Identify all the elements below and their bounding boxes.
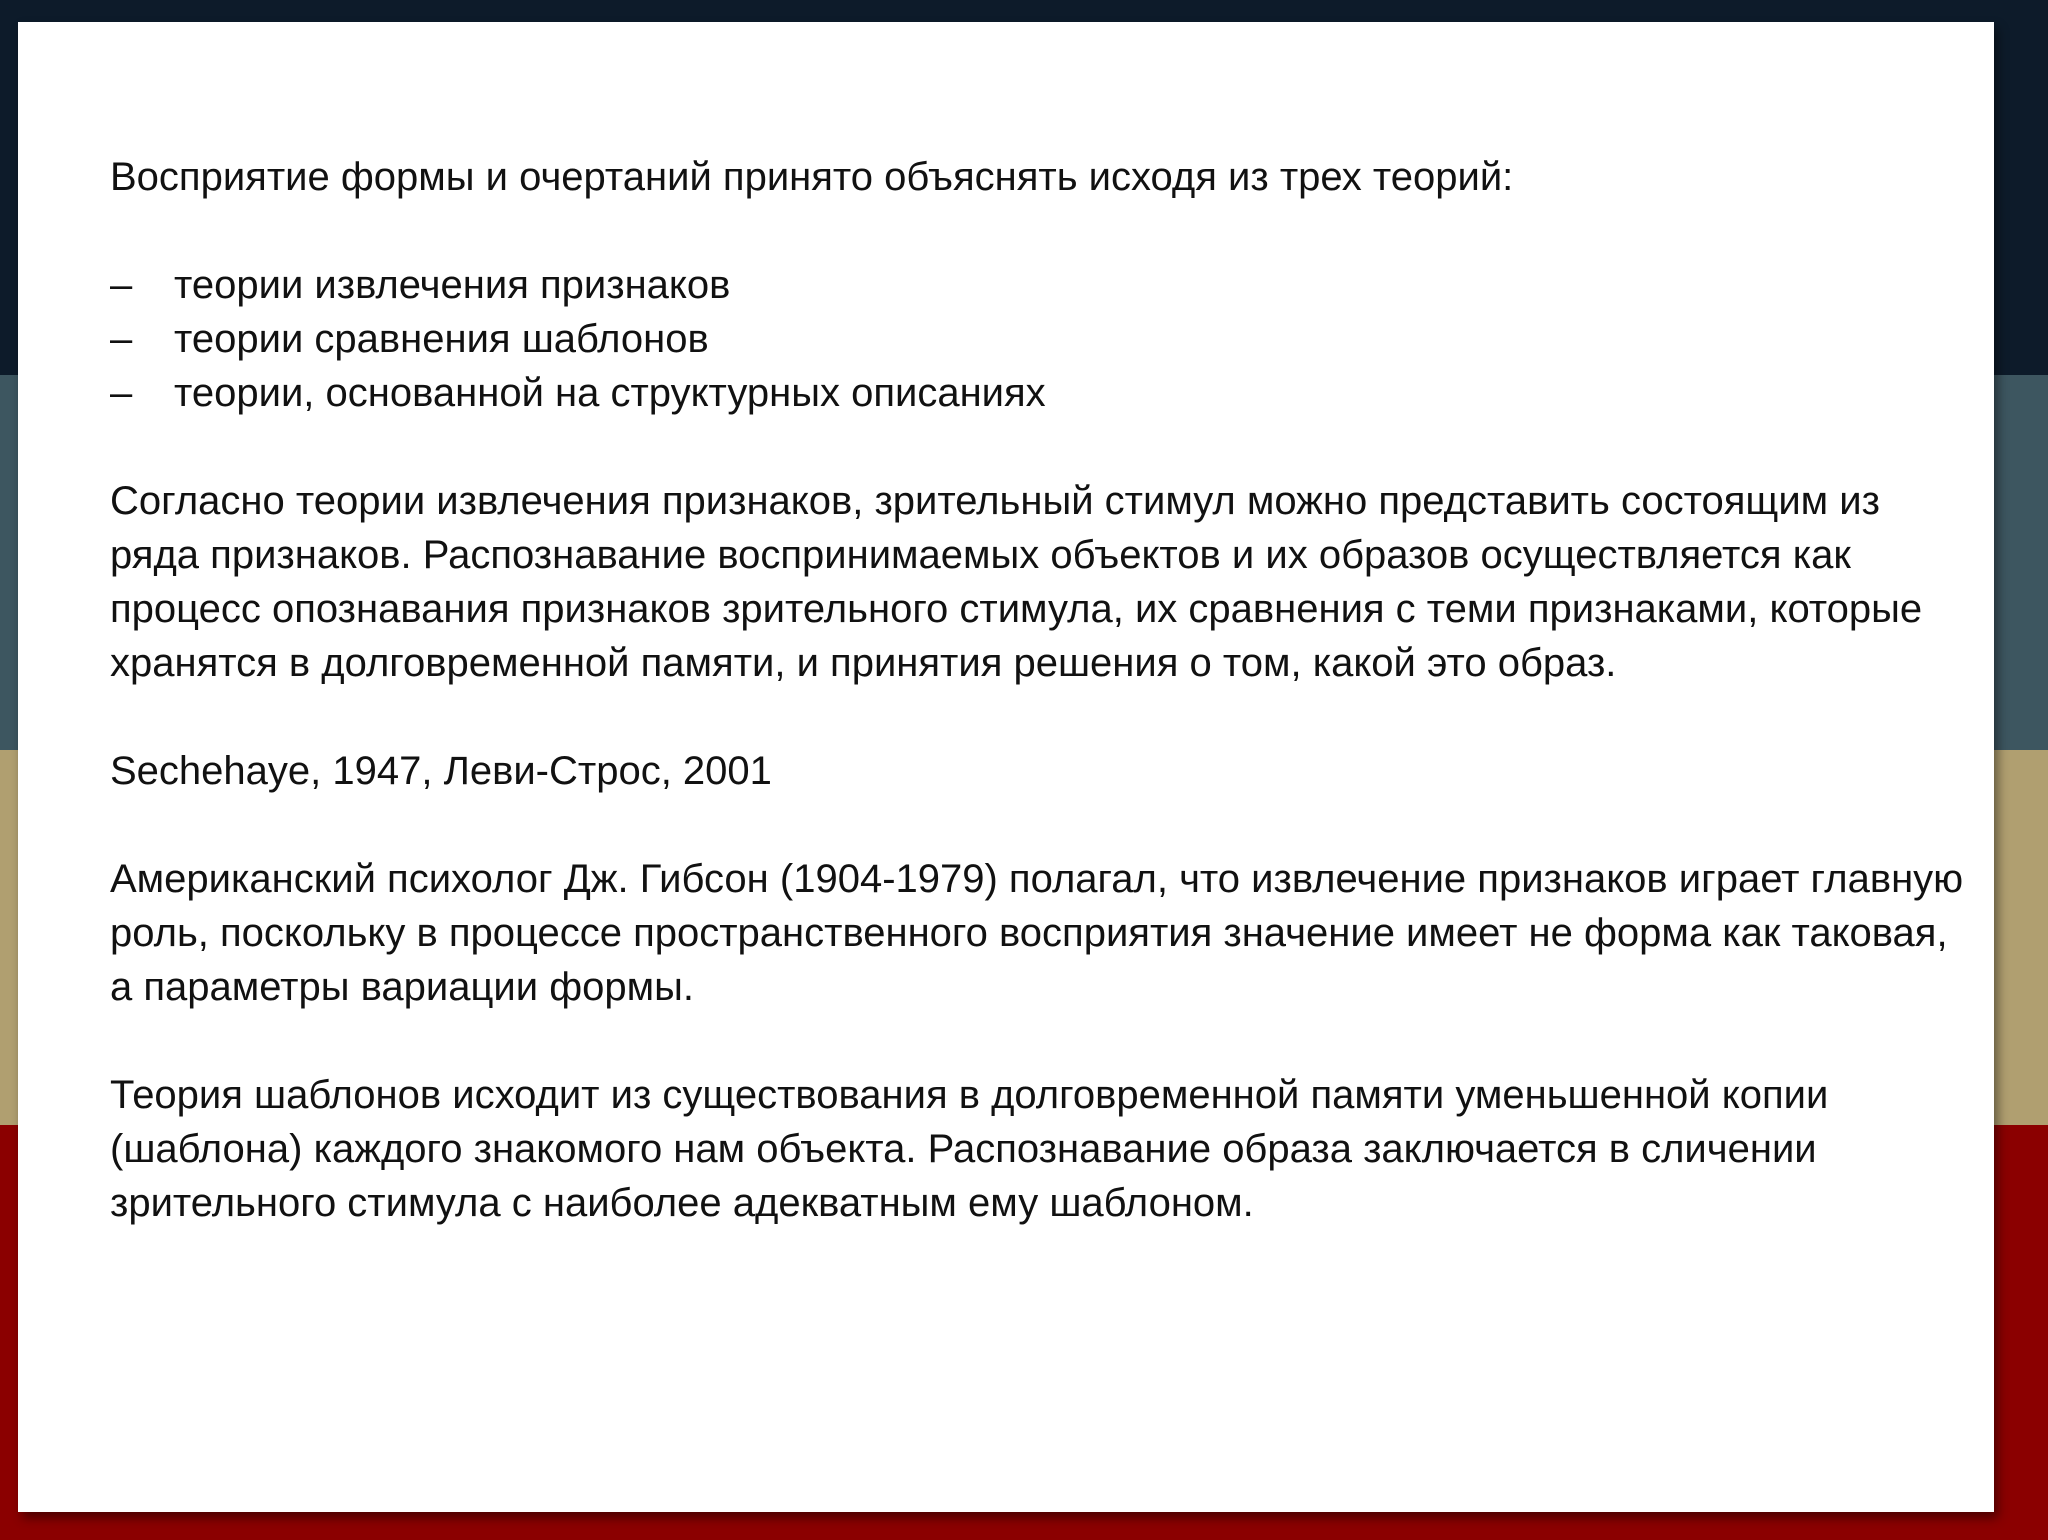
citation-text: Sechehaye, 1947, Леви-Строс, 2001 (110, 749, 772, 793)
dash-bullet-icon: – (110, 317, 133, 361)
theories-list (110, 258, 1970, 420)
list-item (110, 366, 1970, 420)
slide-panel (18, 22, 1994, 1512)
paragraph-gibson: Американский психолог Дж. Гибсон (1904-1979) полагал, что извлечение признаков играет главную роль, поскольку в процессе пространственного восприятия значение имеет не форма как таковая, а параметры вариации формы. (110, 857, 1964, 1009)
intro-text: Восприятие формы и очертаний принято объяснять исходя из трех теорий: (110, 155, 1514, 199)
slide-content (110, 150, 1970, 1230)
paragraph-feature-extraction: Согласно теории извлечения признаков, зрительный стимул можно представить состоящим из ряда признаков. Распознавание воспринимаемых объектов и их образов осуществляется как процесс опознавания признаков зрительного стимула, их сравнения с теми признаками, которые хранятся в долговременной памяти, и принятия решения о том, какой это образ. (110, 479, 1923, 685)
list-item-label: теории извлечения признаков (174, 263, 731, 307)
dash-bullet-icon: – (110, 371, 133, 415)
paragraph-templates: Теория шаблонов исходит из существования в долговременной памяти уменьшенной копии (шаблона) каждого знакомого нам объекта. Распознавание образа заключается в сличении зрительного стимула с наиболее адекватным ему шаблоном. (110, 1073, 1829, 1225)
list-item-label: теории сравнения шаблонов (174, 317, 709, 361)
list-item (110, 258, 1970, 312)
list-item-label: теории, основанной на структурных описаниях (174, 371, 1046, 415)
dash-bullet-icon: – (110, 263, 133, 307)
list-item (110, 312, 1970, 366)
